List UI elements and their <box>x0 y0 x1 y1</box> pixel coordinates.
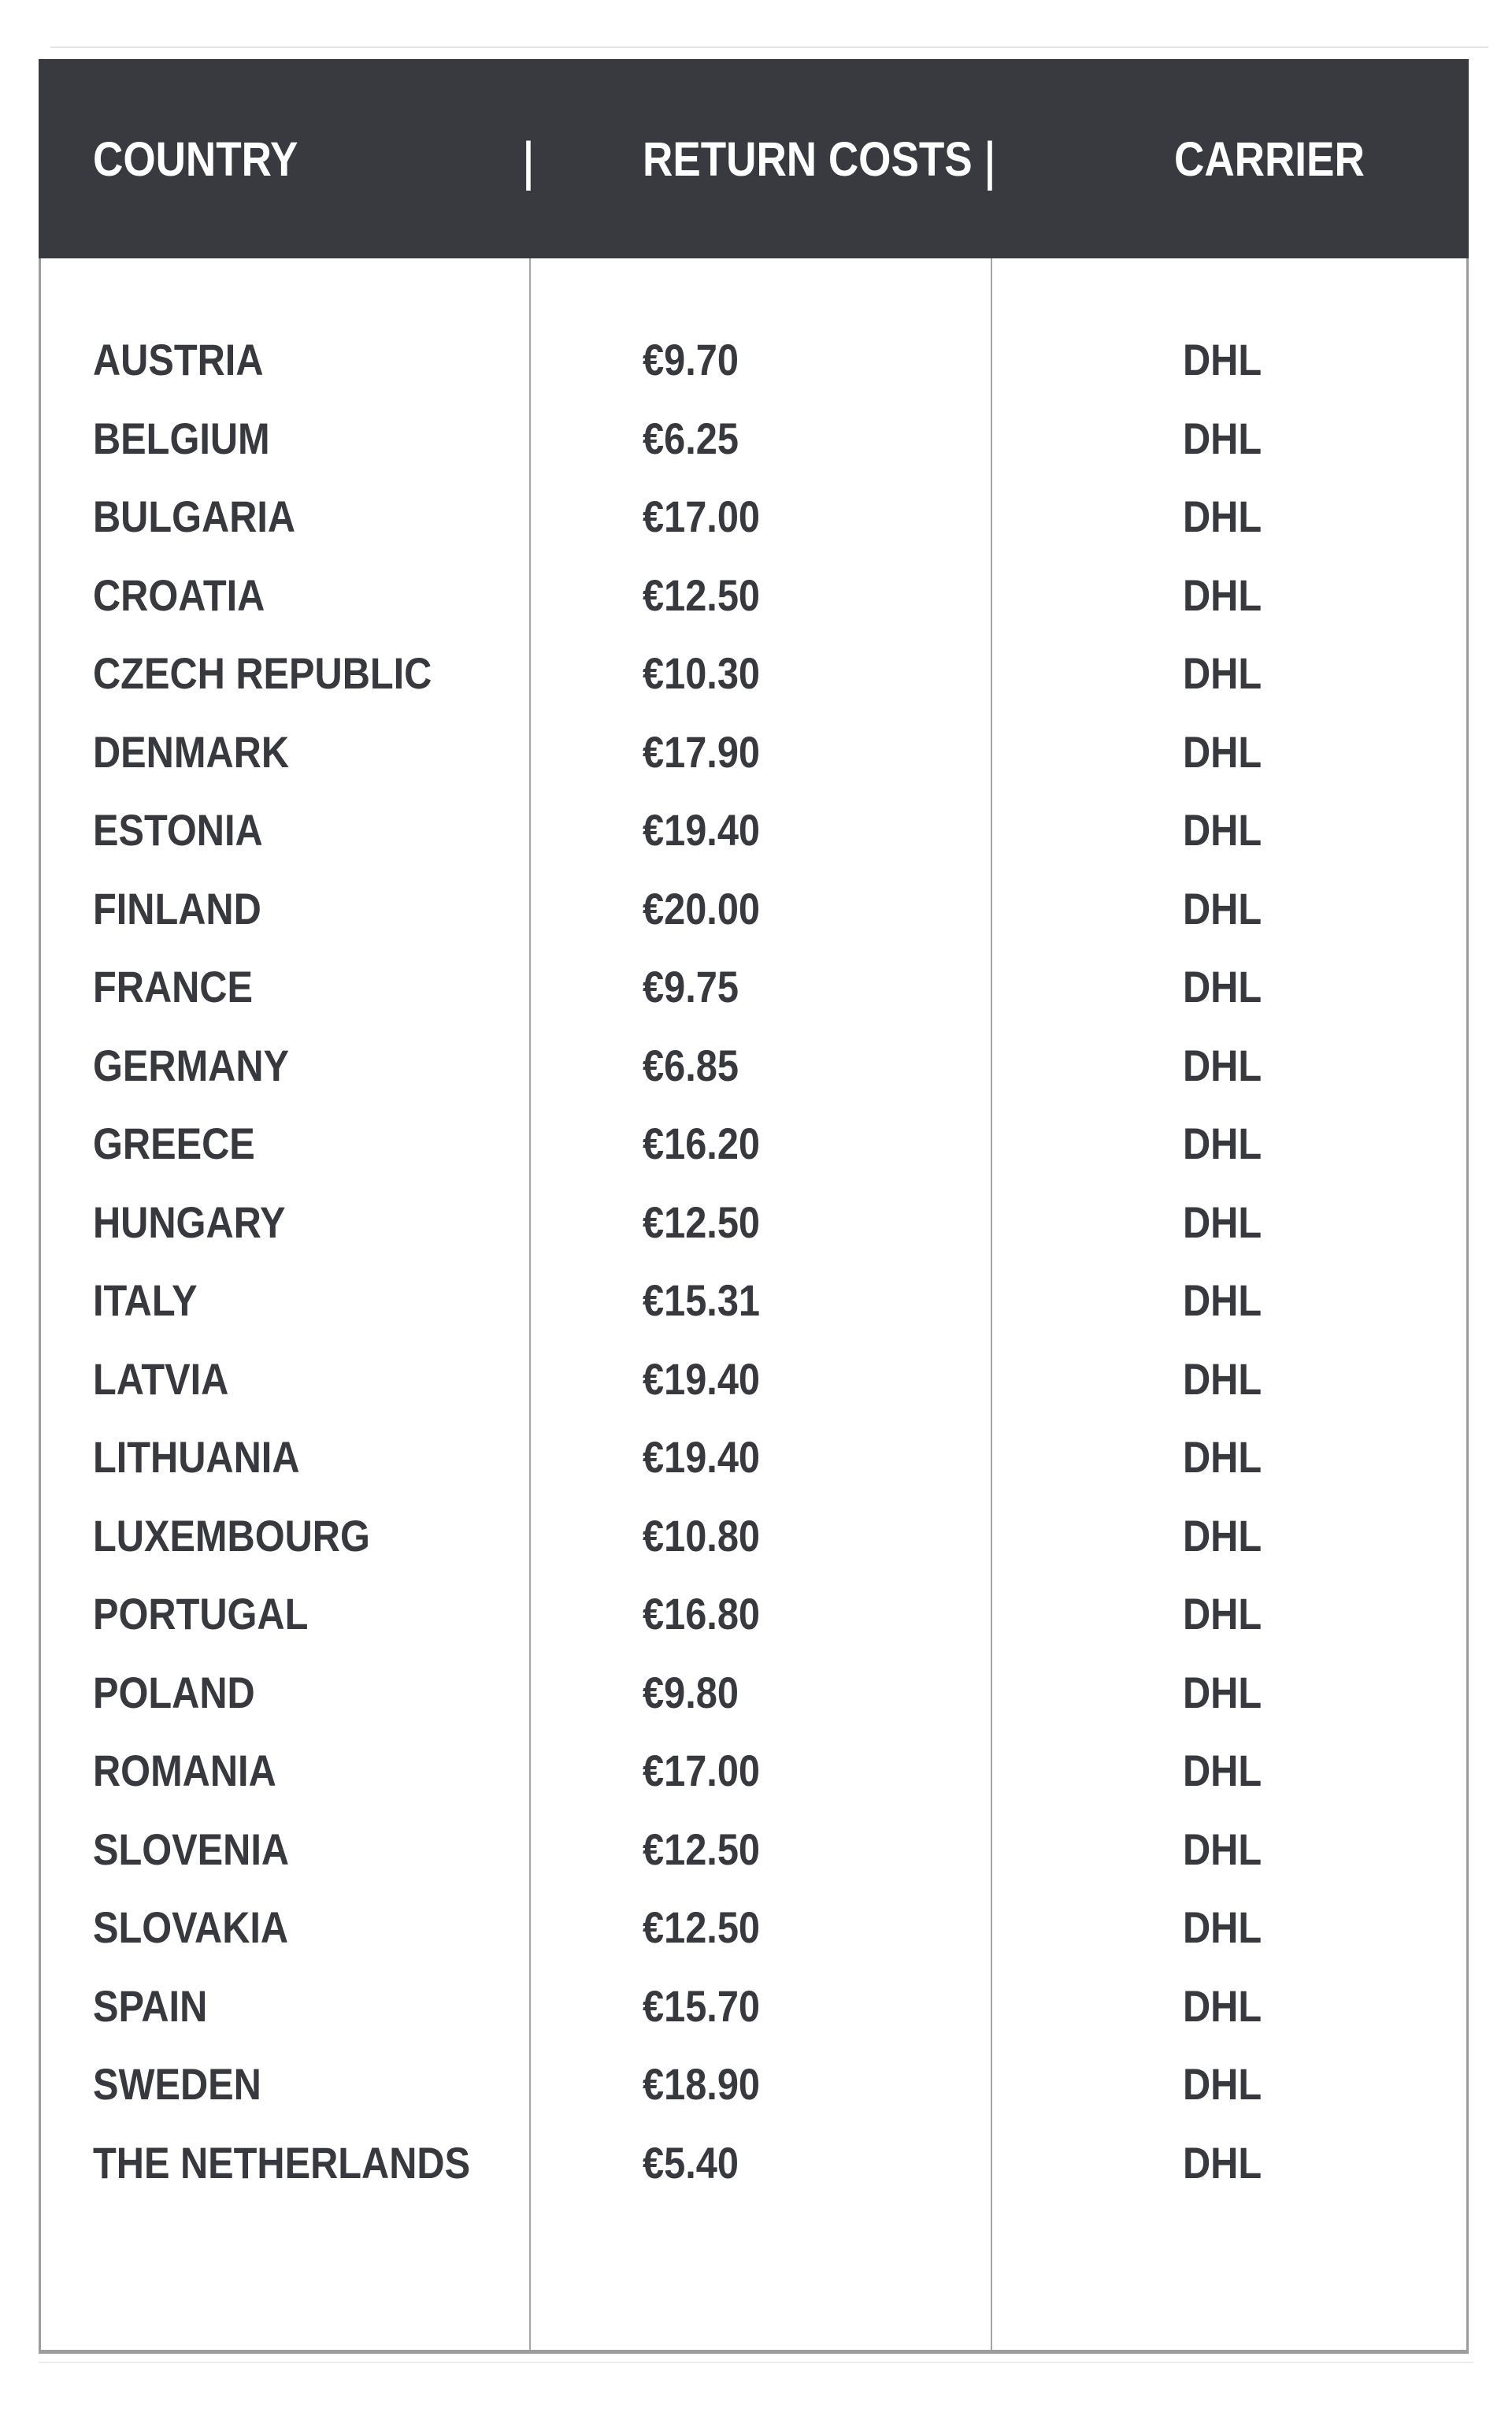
country-name: SLOVAKIA <box>93 1902 289 1953</box>
carrier-name: DHL <box>1183 492 1262 542</box>
return-cost-cell <box>581 1510 1104 1561</box>
return-cost: €12.50 <box>643 1197 761 1247</box>
country-name: LITHUANIA <box>93 1432 300 1483</box>
carrier-cell <box>1104 334 1466 385</box>
return-cost-cell <box>581 1040 1104 1091</box>
return-cost: €6.85 <box>643 1040 739 1090</box>
return-cost: €17.00 <box>643 492 761 542</box>
return-cost-cell <box>581 2137 1104 2188</box>
country-cell <box>41 1667 581 1718</box>
country-name: FRANCE <box>93 962 253 1012</box>
country-cell <box>41 1588 581 1639</box>
table-row <box>41 634 1466 713</box>
carrier-cell <box>1104 1197 1466 1248</box>
carrier-name: DHL <box>1183 1902 1262 1953</box>
table-row <box>41 1810 1466 1889</box>
country-cell <box>41 1118 581 1169</box>
top-divider <box>50 46 1488 48</box>
country-cell <box>41 334 581 385</box>
country-name: LATVIA <box>93 1353 229 1404</box>
country-cell <box>41 1431 581 1483</box>
carrier-cell <box>1104 570 1466 621</box>
carrier-cell <box>1104 1667 1466 1718</box>
return-cost: €19.40 <box>643 805 761 855</box>
table-row <box>41 1261 1466 1340</box>
carrier-name: DHL <box>1183 648 1262 699</box>
country-name: ITALY <box>93 1275 198 1326</box>
carrier-name: DHL <box>1183 1589 1262 1639</box>
column-header-country-cell <box>39 131 584 191</box>
column-header-return-costs: RETURN COSTS <box>643 132 973 186</box>
table-row <box>41 1026 1466 1105</box>
carrier-cell <box>1104 1275 1466 1326</box>
carrier-name: DHL <box>1183 883 1262 933</box>
carrier-name: DHL <box>1183 1275 1262 1326</box>
country-cell <box>41 804 581 855</box>
carrier-cell <box>1104 1824 1466 1875</box>
return-cost: €19.40 <box>643 1432 761 1483</box>
country-cell <box>41 1745 581 1796</box>
return-cost-cell <box>581 570 1104 621</box>
carrier-name: DHL <box>1183 962 1262 1012</box>
return-cost-cell <box>581 1275 1104 1326</box>
carrier-name: DHL <box>1183 1040 1262 1090</box>
return-cost-cell <box>581 491 1104 542</box>
country-name: LUXEMBOURG <box>93 1510 370 1561</box>
table-row <box>41 1888 1466 1967</box>
table-row <box>41 2124 1466 2203</box>
return-cost: €15.31 <box>643 1275 761 1326</box>
return-cost-cell <box>581 1431 1104 1483</box>
return-cost: €5.40 <box>643 2137 739 2188</box>
table-row <box>41 1104 1466 1183</box>
carrier-name: DHL <box>1183 1432 1262 1483</box>
carrier-name: DHL <box>1183 1510 1262 1561</box>
table-body <box>39 258 1469 2354</box>
carrier-cell <box>1104 883 1466 934</box>
column-divider <box>991 258 992 2350</box>
return-cost: €15.70 <box>643 1980 761 2031</box>
table-row <box>41 948 1466 1026</box>
return-cost: €10.30 <box>643 648 761 699</box>
country-cell <box>41 1980 581 2032</box>
country-name: THE NETHERLANDS <box>93 2137 471 2188</box>
country-cell <box>41 1510 581 1561</box>
carrier-cell <box>1104 413 1466 464</box>
carrier-cell <box>1104 1118 1466 1169</box>
carrier-name: DHL <box>1183 2059 1262 2110</box>
carrier-name: DHL <box>1183 2137 1262 2188</box>
column-header-carrier-cell <box>1104 132 1469 187</box>
return-cost: €16.80 <box>643 1589 761 1639</box>
return-cost-cell <box>581 726 1104 777</box>
carrier-cell <box>1104 1745 1466 1796</box>
column-header-carrier: CARRIER <box>1174 132 1365 186</box>
return-cost-cell <box>581 1745 1104 1796</box>
country-name: GERMANY <box>93 1040 290 1090</box>
carrier-cell <box>1104 1902 1466 1953</box>
return-cost: €12.50 <box>643 1824 761 1874</box>
return-cost: €9.80 <box>643 1667 739 1717</box>
country-name: SLOVENIA <box>93 1824 290 1874</box>
return-cost-cell <box>581 334 1104 385</box>
carrier-cell <box>1104 961 1466 1012</box>
country-cell <box>41 413 581 464</box>
return-cost-cell <box>581 883 1104 934</box>
table-row <box>41 477 1466 556</box>
column-divider <box>529 258 531 2350</box>
return-cost: €17.90 <box>643 726 761 777</box>
return-cost-cell <box>581 648 1104 699</box>
country-name: FINLAND <box>93 883 261 933</box>
return-cost-cell <box>581 1197 1104 1248</box>
carrier-cell <box>1104 491 1466 542</box>
country-name: SPAIN <box>93 1980 208 2031</box>
country-name: PORTUGAL <box>93 1589 309 1639</box>
carrier-cell <box>1104 1510 1466 1561</box>
table-header-row <box>39 59 1469 258</box>
country-cell <box>41 1824 581 1875</box>
carrier-name: DHL <box>1183 726 1262 777</box>
table-row <box>41 1731 1466 1810</box>
bottom-divider <box>39 2362 1473 2363</box>
return-cost-cell <box>581 1980 1104 2032</box>
carrier-cell <box>1104 1353 1466 1405</box>
return-cost-cell <box>581 1824 1104 1875</box>
country-name: ESTONIA <box>93 805 263 855</box>
return-cost-cell <box>581 413 1104 464</box>
header-separator-pipe: | <box>521 131 536 191</box>
carrier-cell <box>1104 2058 1466 2110</box>
country-name: DENMARK <box>93 726 290 777</box>
country-name: BULGARIA <box>93 492 296 542</box>
carrier-name: DHL <box>1183 1824 1262 1874</box>
country-name: SWEDEN <box>93 2059 261 2110</box>
header-separator-pipe: | <box>983 131 997 191</box>
return-cost: €20.00 <box>643 883 761 933</box>
return-cost-cell <box>581 961 1104 1012</box>
carrier-name: DHL <box>1183 570 1262 620</box>
table-row <box>41 399 1466 478</box>
country-cell <box>41 1275 581 1326</box>
carrier-name: DHL <box>1183 1119 1262 1169</box>
table-rows-container <box>41 321 1466 2202</box>
return-cost: €16.20 <box>643 1119 761 1169</box>
return-cost-cell <box>581 1667 1104 1718</box>
carrier-name: DHL <box>1183 1353 1262 1404</box>
carrier-name: DHL <box>1183 1980 1262 2031</box>
carrier-cell <box>1104 1980 1466 2032</box>
table-row <box>41 791 1466 870</box>
return-cost: €9.70 <box>643 335 739 385</box>
table-row <box>41 870 1466 948</box>
country-name: POLAND <box>93 1667 255 1717</box>
table-row <box>41 1575 1466 1653</box>
return-cost: €6.25 <box>643 413 739 463</box>
return-cost: €12.50 <box>643 1902 761 1953</box>
carrier-cell <box>1104 1040 1466 1091</box>
return-cost: €18.90 <box>643 2059 761 2110</box>
return-cost-cell <box>581 1902 1104 1953</box>
return-cost: €17.00 <box>643 1746 761 1796</box>
country-name: AUSTRIA <box>93 335 264 385</box>
country-name: HUNGARY <box>93 1197 286 1247</box>
return-cost: €9.75 <box>643 962 739 1012</box>
carrier-name: DHL <box>1183 1746 1262 1796</box>
carrier-cell <box>1104 1588 1466 1639</box>
country-name: BELGIUM <box>93 413 270 463</box>
country-name: GREECE <box>93 1119 255 1169</box>
table-row <box>41 2045 1466 2124</box>
return-costs-table <box>39 59 1469 2354</box>
country-cell <box>41 2058 581 2110</box>
country-cell <box>41 570 581 621</box>
return-cost-cell <box>581 804 1104 855</box>
country-cell <box>41 726 581 777</box>
carrier-name: DHL <box>1183 805 1262 855</box>
country-cell <box>41 883 581 934</box>
return-cost-cell <box>581 1353 1104 1405</box>
table-row <box>41 321 1466 399</box>
carrier-cell <box>1104 1431 1466 1483</box>
carrier-cell <box>1104 648 1466 699</box>
return-cost: €10.80 <box>643 1510 761 1561</box>
country-cell <box>41 648 581 699</box>
table-row <box>41 713 1466 792</box>
return-cost-cell <box>581 1118 1104 1169</box>
carrier-cell <box>1104 2137 1466 2188</box>
table-row <box>41 1340 1466 1419</box>
carrier-name: DHL <box>1183 413 1262 463</box>
table-row <box>41 1183 1466 1262</box>
column-header-country: COUNTRY <box>93 132 298 186</box>
carrier-cell <box>1104 726 1466 777</box>
country-cell <box>41 1353 581 1405</box>
return-cost-cell <box>581 2058 1104 2110</box>
country-cell <box>41 491 581 542</box>
table-row <box>41 556 1466 635</box>
carrier-name: DHL <box>1183 1197 1262 1247</box>
carrier-name: DHL <box>1183 1667 1262 1717</box>
country-cell <box>41 961 581 1012</box>
country-cell <box>41 1040 581 1091</box>
country-cell <box>41 1902 581 1953</box>
table-row <box>41 1967 1466 2046</box>
country-cell <box>41 1197 581 1248</box>
return-cost-cell <box>581 1588 1104 1639</box>
column-header-return-costs-cell <box>584 131 1104 191</box>
table-row <box>41 1497 1466 1575</box>
table-row <box>41 1653 1466 1732</box>
carrier-name: DHL <box>1183 335 1262 385</box>
country-cell <box>41 2137 581 2188</box>
return-cost: €12.50 <box>643 570 761 620</box>
country-name: CZECH REPUBLIC <box>93 648 432 699</box>
carrier-cell <box>1104 804 1466 855</box>
return-cost: €19.40 <box>643 1353 761 1404</box>
country-name: ROMANIA <box>93 1746 276 1796</box>
table-row <box>41 1418 1466 1497</box>
country-name: CROATIA <box>93 570 265 620</box>
